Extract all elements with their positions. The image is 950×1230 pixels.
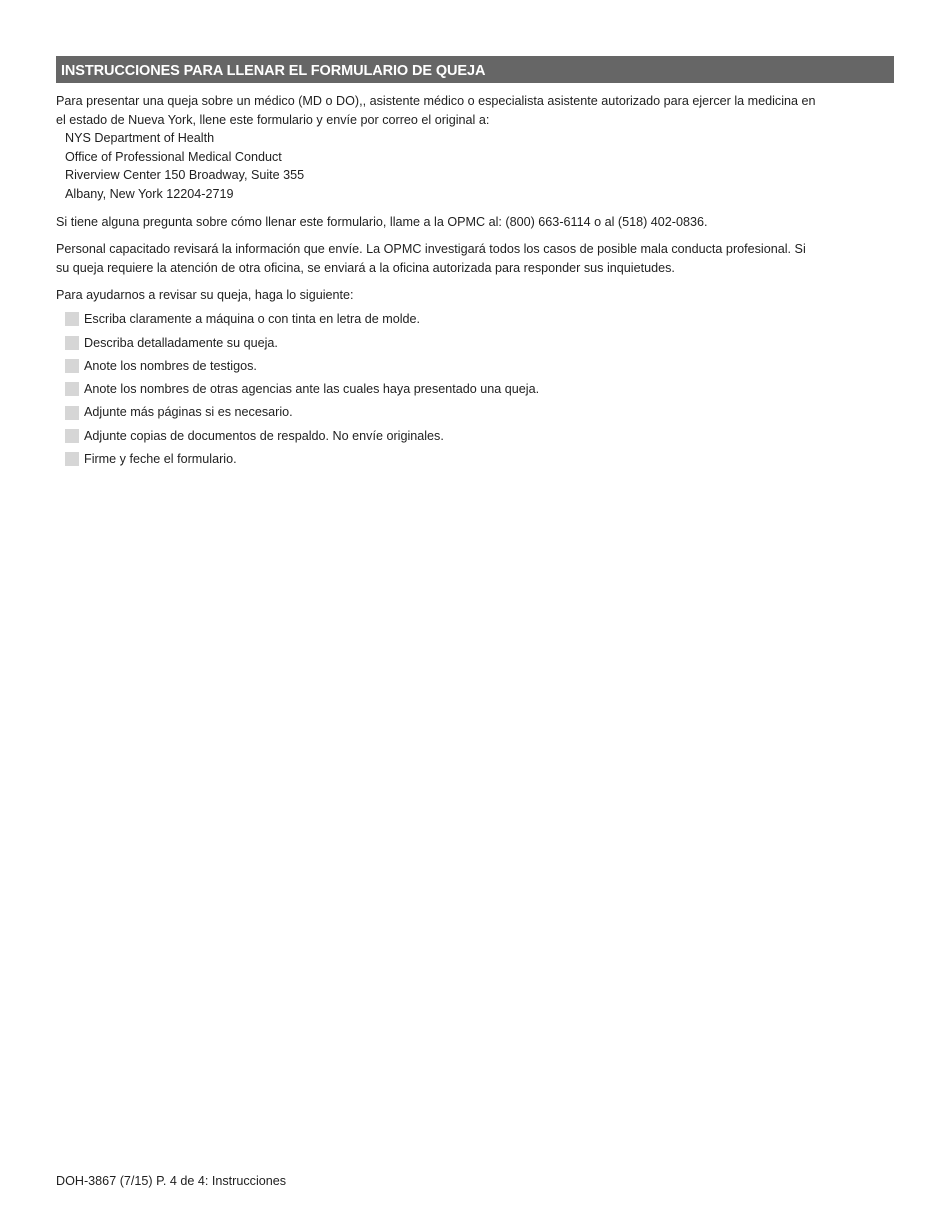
checkbox-icon[interactable] (65, 382, 79, 396)
checklist-item (65, 354, 836, 377)
checklist-item-label: Adjunte copias de documentos de respaldo. No envíe originales. (84, 428, 444, 443)
address-line-1: NYS Department of Health (65, 131, 215, 145)
intro-paragraph (56, 92, 836, 129)
checklist-item-label: Firme y feche el formulario. (84, 451, 237, 466)
checkbox-icon[interactable] (65, 406, 79, 420)
intro-line-2: el estado de Nueva York, llene este formulario y envíe por correo el original a: (56, 112, 490, 127)
mailing-address (56, 129, 836, 204)
questions-paragraph: Si tiene alguna pregunta sobre cómo llenar este formulario, llame a la OPMC al: (800) 663-6114 o al (518) 402-0836. (56, 214, 708, 229)
section-title: INSTRUCCIONES PARA LLENAR EL FORMULARIO DE QUEJA (61, 63, 486, 79)
checkbox-icon[interactable] (65, 336, 79, 350)
checklist-item-label: Anote los nombres de otras agencias ante las cuales haya presentado una queja. (84, 382, 540, 397)
address-line-4: Albany, New York 12204-2719 (65, 187, 234, 202)
instructions-body (56, 92, 836, 471)
address-line-2: Office of Professional Medical Conduct (65, 149, 282, 164)
section-title-bar (56, 56, 894, 83)
checklist-item (65, 378, 836, 401)
review-line-1: Personal capacitado revisará la información que envíe. La OPMC investigará todos los casos de posible mala conducta profesional. Si (56, 242, 806, 257)
checkbox-icon[interactable] (65, 429, 79, 443)
checkbox-icon[interactable] (65, 312, 79, 326)
checkbox-icon[interactable] (65, 359, 79, 373)
address-line-3: Riverview Center 150 Broadway, Suite 355 (65, 168, 305, 183)
checklist-item (65, 401, 836, 424)
checkbox-icon[interactable] (65, 452, 79, 466)
checklist-item-label: Anote los nombres de testigos. (84, 358, 257, 373)
checklist-item-label: Describa detalladamente su queja. (84, 335, 278, 350)
checklist-item (65, 424, 836, 447)
intro-line-1: Para presentar una queja sobre un médico (MD o DO),, asistente médico o especialista asistente autorizado para ejercer la medicina en (56, 94, 816, 108)
checklist-item-label: Adjunte más páginas si es necesario. (84, 405, 293, 420)
checklist (56, 308, 836, 471)
checklist-item (65, 331, 836, 354)
checklist-intro: Para ayudarnos a revisar su queja, haga lo siguiente: (56, 288, 354, 303)
checklist-item (65, 308, 836, 331)
page-footer: DOH-3867 (7/15) P. 4 de 4: Instrucciones (56, 1174, 287, 1188)
checklist-item (65, 448, 836, 471)
checklist-item-label: Escriba claramente a máquina o con tinta en letra de molde. (84, 312, 421, 327)
review-paragraph (56, 240, 836, 277)
review-line-2: su queja requiere la atención de otra oficina, se enviará a la oficina autorizada para responder sus inquietudes. (56, 260, 675, 275)
